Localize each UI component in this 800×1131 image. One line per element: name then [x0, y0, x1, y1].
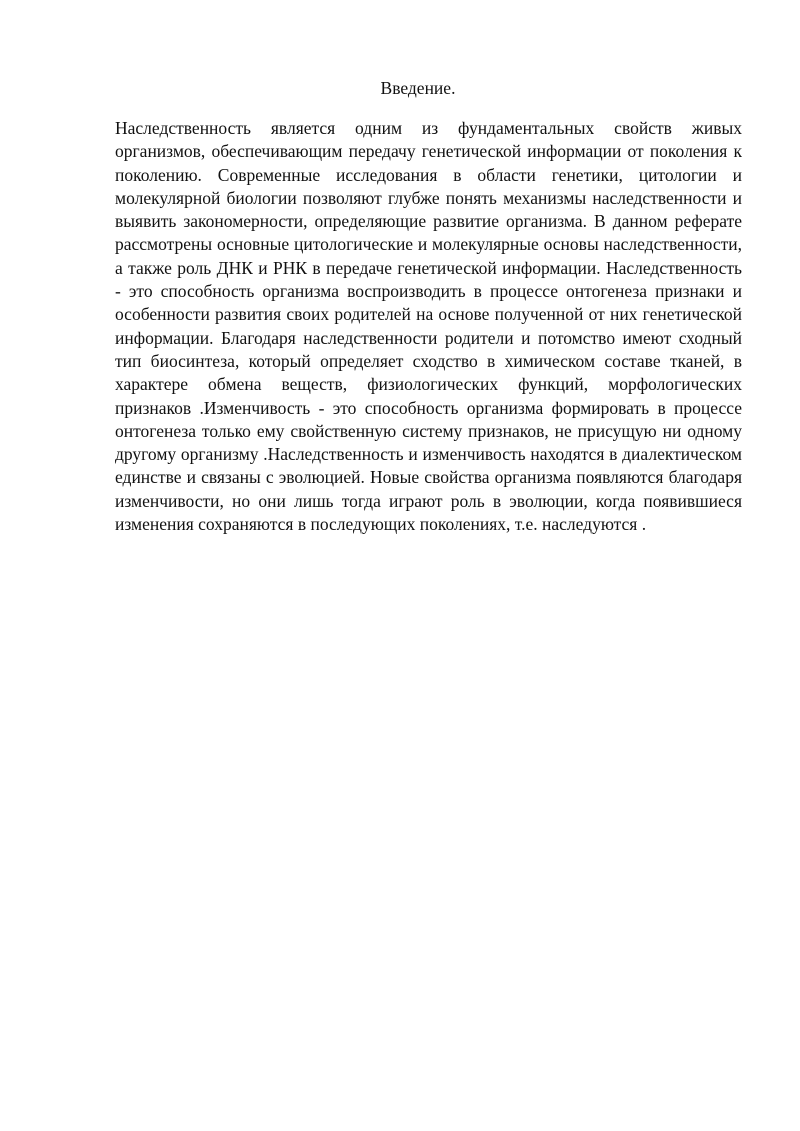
document-title: Введение. — [380, 78, 456, 98]
body-paragraph: Наследственность является одним из фундаментальных свойств живых организмов, обеспечивающим передачу генетической информации от поколения к поколению. Современные исследования в области генетики, цитологии и молекулярной биологии позволяют глубже понять механизмы наследственности и выявить закономерности, определяющие развитие организма. В данном реферате рассмотрены основные цитологические и молекулярные основы наследственности, а также роль ДНК и РНК в передаче генетической информации. Наследственность - это способность организма воспроизводить в процессе онтогенеза признаки и особенности развития своих родителей на основе полученной от них генетической информации. Благодаря наследственности родители и потомство имеют сходный тип биосинтеза, который определяет сходство в химическом составе тканей, в характере обмена веществ, физиологических функций, морфологических признаков .Изменчивость - это способность организма формировать в процессе онтогенеза только ему свойственную систему признаков, не присущую ни одному другому организму .Наследственность и изменчивость находятся в диалектическом единстве и связаны с эволюцией. Новые свойства организма появляются благодаря изменчивости, но они лишь тогда играют роль в эволюции, когда появившиеся изменения сохраняются в последующих поколениях, т.е. наследуются . — [115, 118, 742, 535]
